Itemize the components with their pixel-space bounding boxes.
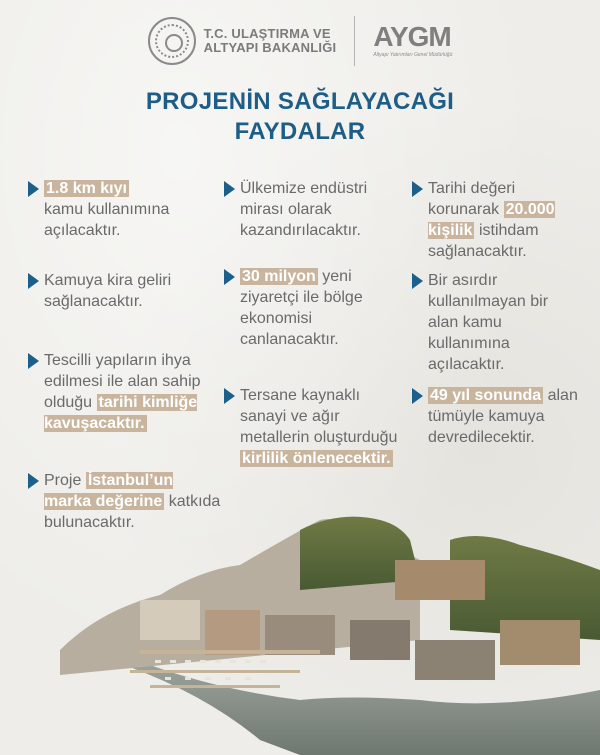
benefit-item bbox=[428, 178, 578, 262]
benefit-text: Ülkemize endüstri mirası olarak kazandırılacaktır. bbox=[240, 180, 368, 239]
highlight: 49 yıl sonunda bbox=[430, 387, 542, 404]
benefit-text: istihdam sağlanacaktır. bbox=[428, 222, 539, 260]
arrow-bullet-icon bbox=[412, 273, 423, 289]
benefit-item bbox=[44, 178, 214, 241]
benefit-text: kamu kullanımına açılacaktır. bbox=[44, 201, 170, 239]
arrow-bullet-icon bbox=[412, 388, 423, 404]
benefit-text: alan tümüyle kamuya devredilecektir. bbox=[428, 387, 578, 446]
arrow-bullet-icon bbox=[224, 388, 235, 404]
title-line-1: PROJENİN SAĞLAYACAĞI bbox=[145, 88, 455, 115]
benefit-text: Tescilli yapıların ihya edilmesi ile alan sahip olduğu bbox=[44, 352, 201, 411]
highlight: 30 milyon bbox=[242, 268, 316, 285]
highlight: 20.000 kişilik bbox=[428, 201, 555, 239]
aygm-subtitle: Altyapı Yatırımları Genel Müdürlüğü bbox=[373, 52, 453, 58]
benefit-text: Proje bbox=[44, 472, 82, 489]
ministry-emblem-icon bbox=[148, 17, 196, 65]
benefit-text: yeni ziyaretçi ile bölge ekonomisi canlanacaktır. bbox=[240, 268, 363, 348]
arrow-bullet-icon bbox=[28, 353, 39, 369]
highlight: İstanbul’un marka değerine bbox=[44, 472, 174, 510]
page-title bbox=[0, 87, 600, 147]
benefit-text: Kamuya kira geliri sağlanacaktır. bbox=[44, 272, 172, 310]
aerial-render-image bbox=[0, 500, 600, 755]
benefit-text: Bir asırdır kullanılmayan bir alan kamu kullanımına açılacaktır. bbox=[428, 272, 549, 373]
arrow-bullet-icon bbox=[412, 181, 423, 197]
benefit-text: Tersane kaynaklı sanayi ve ağır metallerin oluşturduğu bbox=[240, 387, 398, 446]
arrow-bullet-icon bbox=[224, 269, 235, 285]
header-divider bbox=[354, 16, 355, 66]
aygm-logo-text: AYGM bbox=[373, 21, 451, 52]
aygm-logo bbox=[373, 21, 453, 58]
benefit-item bbox=[240, 266, 390, 350]
arrow-bullet-icon bbox=[28, 273, 39, 289]
highlight: 1.8 km kıyı bbox=[46, 180, 127, 197]
benefit-text: katkıda bulunacaktır. bbox=[44, 493, 221, 531]
waterfront-illustration bbox=[0, 500, 600, 755]
ministry-line-1: T.C. ULAŞTIRMA VE bbox=[203, 26, 331, 41]
highlight: tarihi kimliğe kavuşacaktır. bbox=[44, 394, 198, 432]
header bbox=[0, 10, 600, 72]
arrow-bullet-icon bbox=[28, 473, 39, 489]
benefit-text: Tarihi değeri korunarak bbox=[428, 180, 516, 218]
benefit-item bbox=[240, 178, 390, 241]
ministry-line-2: ALTYAPI BAKANLIĞI bbox=[203, 40, 337, 55]
benefit-item bbox=[44, 350, 224, 434]
title-line-2: FAYDALAR bbox=[234, 118, 366, 145]
benefit-item bbox=[428, 385, 588, 448]
arrow-bullet-icon bbox=[28, 181, 39, 197]
highlight: kirlilik önlenecektir. bbox=[242, 450, 391, 467]
benefit-item bbox=[44, 270, 204, 312]
arrow-bullet-icon bbox=[224, 181, 235, 197]
benefit-item bbox=[428, 270, 578, 375]
ministry-name bbox=[204, 27, 337, 55]
benefit-item bbox=[240, 385, 400, 469]
